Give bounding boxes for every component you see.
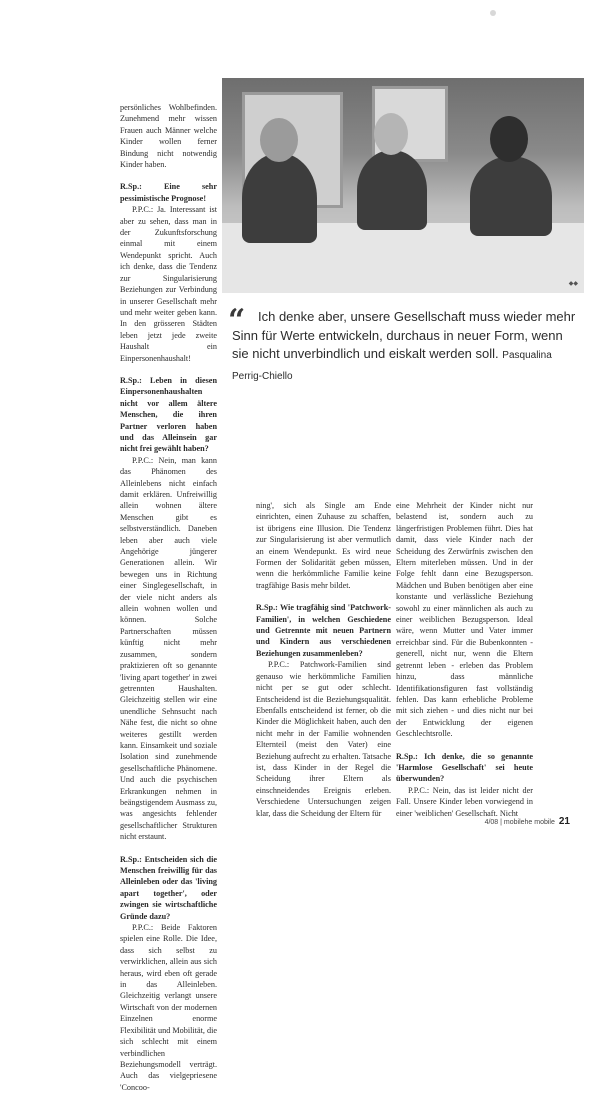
- quote-mark-icon: “: [228, 303, 246, 338]
- text-column-3: [396, 500, 533, 819]
- text-column-1: [120, 102, 217, 1093]
- photo-credit: ◆◆: [568, 281, 578, 287]
- footer-source: 4/08 | mobilehe mobile: [484, 819, 555, 826]
- paragraph: R.Sp.: Entscheiden sich die Menschen freiwillig für das Alleinleben oder das 'living apart together', oder zwingen sie wirtschaftliche Gründe dazu?: [120, 854, 217, 921]
- pull-quote-text: Ich denke aber, unsere Gesellschaft muss wieder mehr Sinn für Werte entwickeln, durchaus in neuer Form, wenn sie nicht unverbindlich und eiskalt werden soll.: [232, 309, 576, 361]
- paragraph: persönliches Wohlbefinden. Zunehmend mehr wissen Frauen auch Männer welche Kinder wollen ferner Bindung nicht notwendig Kinder haben.: [120, 103, 217, 170]
- paragraph: P.P.C.: Nein, man kann das Phänomen des Alleinlebens nicht einfach damit erklären. Unfreiwillig allein wohnen ältere Menschen gibt es selbstverständlich. Daneben leben aber auch viele Angehörige jüngerer Generationen allein. Wir bewegen uns in Richtung einer Singlegesellschaft, in der viele nicht anders als allein wohnen wollen und können. Solche Partnerschaften müssen künftig nicht mehr zusammen, sondern praktizieren oft so genannte 'living apart together' in zwei getrennten Haushalten. Gleichzeitig stellen wir eine unendliche Sehnsucht nach Nähe fest, die nicht so ohne weiteres gestillt werden kann. Einsamkeit und soziale Isolation sind zunehmende gesellschaftliche Phänomene. Und auch die psychischen Erkrankungen nehmen in beängstigendem Ausmass zu, was angesichts fehlender gesellschaftlicher Strukturen nicht erstaunt.: [120, 455, 217, 842]
- page-number: 21: [558, 816, 570, 827]
- photo-person-left: [242, 153, 317, 243]
- paragraph: R.Sp.: Wie tragfähig sind 'Patchwork-Familien', in welchen Geschiedene und Getrennte mit neuen Partnern und Kindern aus verschiedenen Beziehungen zusammenleben?: [256, 603, 391, 658]
- photo-head-left: [260, 118, 298, 162]
- pull-quote-paragraph: [232, 308, 577, 386]
- text-column-2: [256, 500, 391, 819]
- pull-quote-author: Pasqualina Perrig-Chiello: [232, 350, 552, 382]
- paragraph: P.P.C.: Nein, das ist leider nicht der Fall. Unsere Kinder leben vorwiegend in einer 'weiblichen' Gesellschaft. Nicht: [396, 785, 533, 818]
- paragraph: eine Mehrheit der Kinder nicht nur belastend ist, sondern auch zu längerfristigen Problemen führt. Dies hat damit, dass viele Kinder nach der Scheidung des Zerwürfnis zwischen den Eltern miterleben müssen. Und in der Folge fehlt dann eine Bezugsperson. Mädchen und Buben benötigen aber eine konstante und verlässliche Beziehung sowohl zu einer männlichen als auch zu einer weiblichen Bezugsperson. Ideal wäre, wenn Mutter und Vater immer erreichbar sind. Für die Bubenkonnten - generell, nicht nur, wenn die Eltern getrennt leben - erleben das Problem hinzu, dass männliche Identifikationsfiguren fast vollständig fehlen. Das kann erhebliche Probleme mit sich ziehen - und dies nicht nur bei der Entwicklung der eigenen Geschlechtsrolle.: [396, 501, 533, 739]
- print-mark: [490, 10, 496, 16]
- page-footer: [460, 816, 570, 827]
- paragraph: P.P.C.: Ja. Interessant ist aber zu sehen, dass man in der Zukunftsforschung einmal mit einem Wendepunkt spricht. Auch ich denke, dass die Tendenz zur Singularisierung Beziehungen zur Verbindung in unserer Gesellschaft mehr und mehr weiter geben kann. In den grösseren Städten leben jetzt jede zweite Haushalt ein Einpersonenhaushalt!: [120, 205, 217, 363]
- paragraph: ning', sich als Single am Ende einrichten, einen Zuhause zu schaffen, ist übrigens eine Illusion. Die Tendenz zur Singularisierung ist aber vermutlich an einem Wendepunkt. Es wird neue Formen der Solidarität geben müssen, wenn die herkömmliche Familie keine tragfähige Basis mehr bildet.: [256, 501, 391, 590]
- paragraph: P.P.C.: Patchwork-Familien sind genauso wie herkömmliche Familien nicht per se gut oder schlecht. Entscheidend ist die Beziehungsqualität. Ebenfalls entscheidend ist ferner, ob die Kinder die Möglichkeit haben, auch den nicht mehr in der Familie wohnenden Elternteil (meist den Vater) eine Beziehung aufrecht zu erhalten. Tatsache ist, dass Kinder in der Regel die Scheidung ihrer Eltern als einschneidendes Ereignis erleben. Verschiedene Untersuchungen zeigen klar, dass die Scheidung der Eltern für: [256, 660, 391, 818]
- paragraph: R.Sp.: Eine sehr pessimistische Prognose!: [120, 182, 217, 203]
- paragraph: P.P.C.: Beide Faktoren spielen eine Rolle. Die Idee, dass sich selbst zu verwirklichen, allein aus sich heraus, wird eben oft gerade in das Alleinleben. Gleichzeitig verlangt unsere Wirtschaft von der modernen Einzelnen enorme Flexibilität und Mobilität, die sich schlecht mit einem verbindlichen Beziehungsmodell verträgt. Auch das vielgepriesene 'Concoo-: [120, 923, 217, 1092]
- interview-photo: [222, 78, 584, 293]
- photo-person-center: [357, 150, 427, 230]
- photo-head-right: [490, 116, 528, 162]
- photo-person-right: [470, 156, 552, 236]
- pull-quote: [228, 303, 577, 386]
- paragraph: R.Sp.: Ich denke, die so genannte 'Harmlose Gesellschaft' sei heute überwunden?: [396, 751, 533, 784]
- paragraph: R.Sp.: Leben in diesen Einpersonenhaushalten nicht vor allem ältere Menschen, die ihren Partner verloren haben und das Alleinsein gar nicht frei gewählt haben?: [120, 375, 217, 454]
- photo-head-center: [374, 113, 408, 155]
